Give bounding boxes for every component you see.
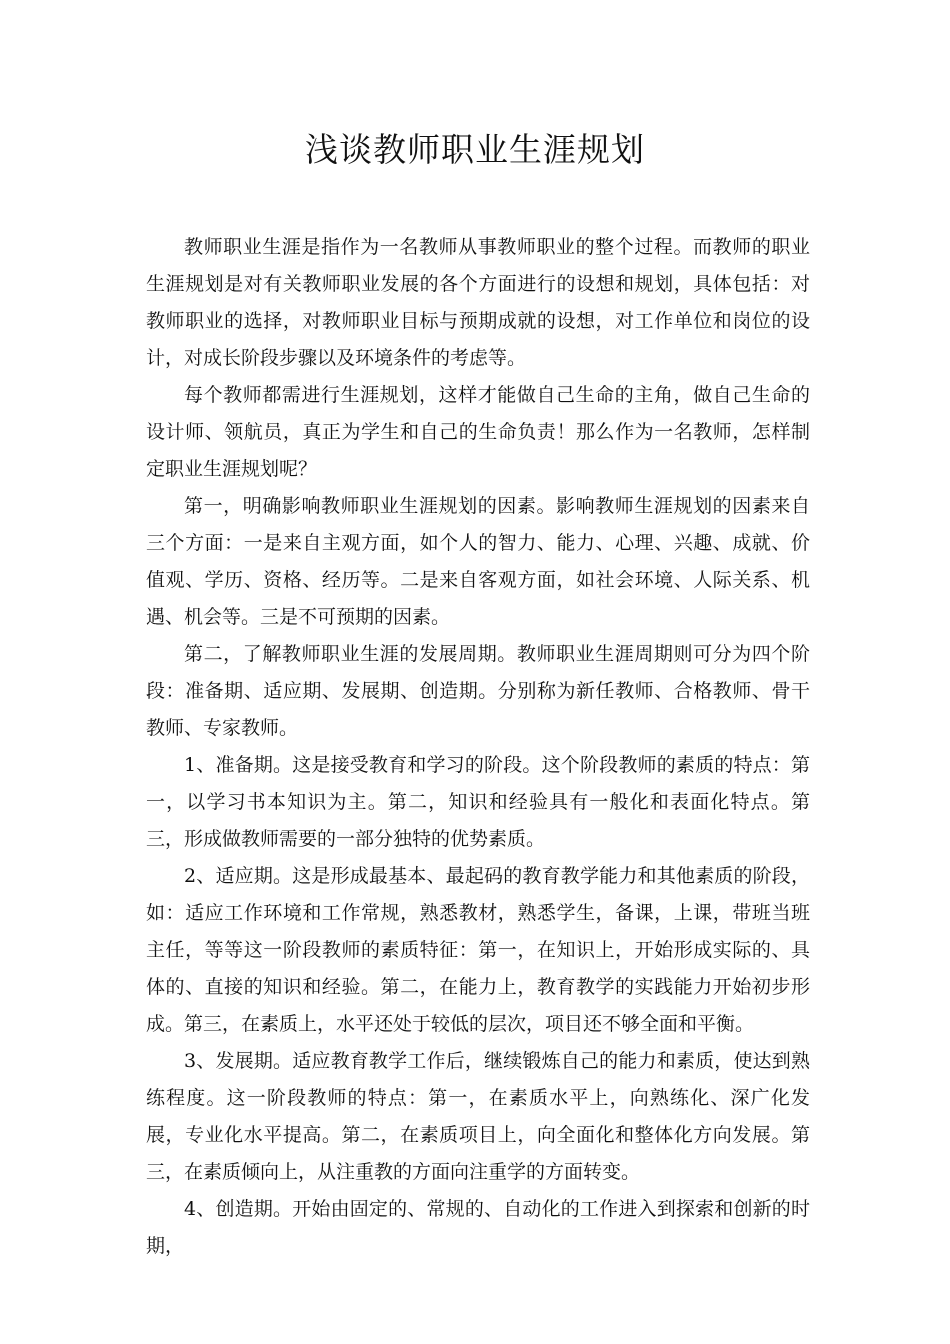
paragraph-definition: 教师职业生涯是指作为一名教师从事教师职业的整个过程。而教师的职业生涯规划是对有关教师职业发展的各个方面进行的设想和规划，具体包括：对教师职业的选择，对教师职业目标与预期成就的设想，对工作单位和岗位的设计，对成长阶段步骤以及环境条件的考虑等。	[146, 236, 810, 369]
paragraph-preparation-stage: 1、准备期。这是接受教育和学习的阶段。这个阶段教师的素质的特点：第一，以学习书本知识为主。第二，知识和经验具有一般化和表面化特点。第三，形成做教师需要的一部分独特的优势素质。	[146, 754, 810, 850]
document-title: 浅谈教师职业生涯规划	[305, 130, 645, 169]
paragraph-factors: 第一，明确影响教师职业生涯规划的因素。影响教师生涯规划的因素来自三个方面：一是来自主观方面，如个人的智力、能力、心理、兴趣、成就、价值观、学历、资格、经历等。二是来自客观方面，如社会环境、人际关系、机遇、机会等。三是不可预期的因素。	[146, 495, 810, 628]
document-body	[146, 229, 810, 1265]
paragraph-development-stage: 3、发展期。适应教育教学工作后，继续锻炼自己的能力和素质，使达到熟练程度。这一阶段教师的特点：第一，在素质水平上，向熟练化、深广化发展，专业化水平提高。第二，在素质项目上，向全面化和整体化方向发展。第三，在素质倾向上，从注重教的方面向注重学的方面转变。	[146, 1050, 810, 1183]
paragraph-importance: 每个教师都需进行生涯规划，这样才能做自己生命的主角，做自己生命的设计师、领航员，真正为学生和自己的生命负责！那么作为一名教师，怎样制定职业生涯规划呢？	[146, 384, 810, 480]
paragraph-creation-stage: 4、创造期。开始由固定的、常规的、自动化的工作进入到探索和创新的时期，	[146, 1198, 810, 1257]
paragraph-adaptation-stage: 2、适应期。这是形成最基本、最起码的教育教学能力和其他素质的阶段，如：适应工作环境和工作常规，熟悉教材，熟悉学生，备课，上课，带班当班主任，等等这一阶段教师的素质特征：第一，在知识上，开始形成实际的、具体的、直接的知识和经验。第二，在能力上，教育教学的实践能力开始初步形成。第三，在素质上，水平还处于较低的层次，项目还不够全面和平衡。	[146, 865, 810, 1035]
paragraph-development-cycle: 第二，了解教师职业生涯的发展周期。教师职业生涯周期则可分为四个阶段：准备期、适应期、发展期、创造期。分别称为新任教师、合格教师、骨干教师、专家教师。	[146, 643, 810, 739]
